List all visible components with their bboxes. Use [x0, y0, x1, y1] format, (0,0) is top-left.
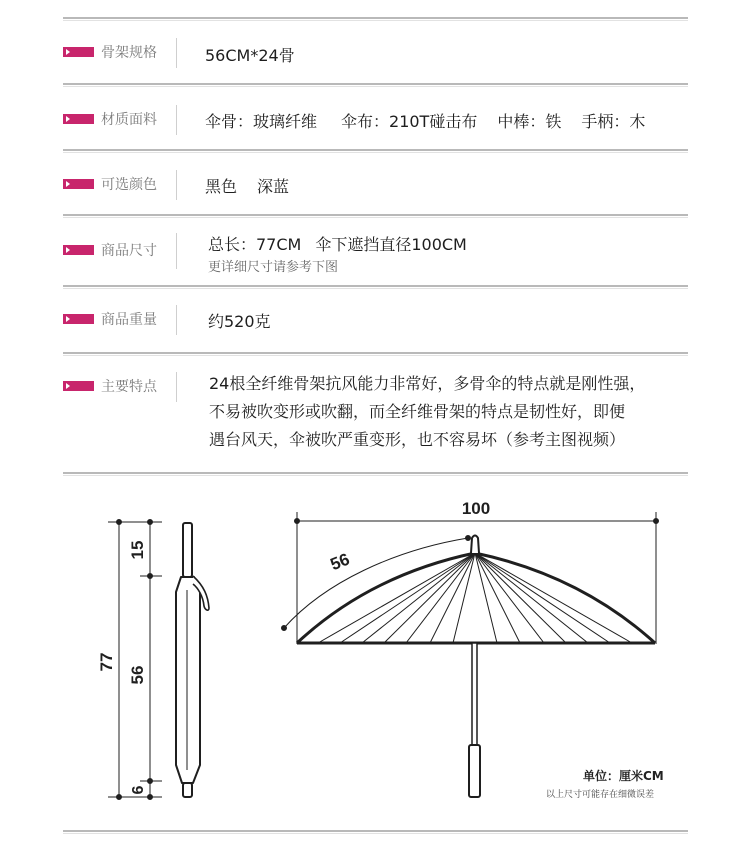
material-shaft: 中棒：铁	[497, 112, 562, 131]
tolerance-note: 以上尺寸可能存在细微误差	[546, 790, 655, 800]
features-line: 24根全纤维骨架抗风能力非常好，多骨伞的特点就是刚性强，	[209, 374, 646, 393]
spec-value: 56CM*24骨	[205, 46, 295, 65]
open-umbrella-illustration	[297, 536, 655, 798]
spec-label: 商品重量	[101, 312, 157, 328]
closed-umbrella-dimensions	[108, 520, 162, 800]
dim-rib-label: 56	[327, 549, 353, 575]
spec-label: 可选颜色	[101, 177, 157, 193]
closed-umbrella-illustration	[176, 523, 209, 797]
size-diameter: 伞下遮挡直径100CM	[315, 235, 467, 254]
features-line: 遇台风天，伞被吹严重变形，也不容易坏（参考主图视频）	[209, 430, 626, 449]
color-option: 黑色	[205, 177, 238, 196]
dim-total-label: 77	[97, 652, 116, 672]
spec-label: 商品尺寸	[101, 243, 157, 259]
color-option: 深蓝	[257, 177, 290, 196]
open-umbrella-dimensions	[282, 512, 659, 644]
dim-top-label: 15	[128, 540, 147, 560]
dim-middle-label: 56	[128, 665, 147, 685]
dim-width-label: 100	[461, 499, 491, 518]
material-canopy: 伞布：210T碰击布	[341, 112, 478, 131]
size-length: 总长：77CM	[208, 235, 302, 254]
spec-label: 骨架规格	[101, 45, 157, 61]
features-line: 不易被吹变形或吹翻，而全纤维骨架的特点是韧性好，即便	[209, 402, 626, 421]
size-note: 更详细尺寸请参考下图	[208, 260, 339, 275]
dim-bottom-label: 6	[130, 785, 147, 795]
spec-label: 材质面料	[101, 112, 157, 128]
material-ribs: 伞骨：玻璃纤维	[205, 112, 318, 131]
unit-label: 单位：厘米CM	[583, 769, 664, 783]
spec-value: 约520克	[208, 312, 271, 331]
spec-label: 主要特点	[101, 379, 157, 395]
material-handle: 手柄：木	[581, 112, 646, 131]
